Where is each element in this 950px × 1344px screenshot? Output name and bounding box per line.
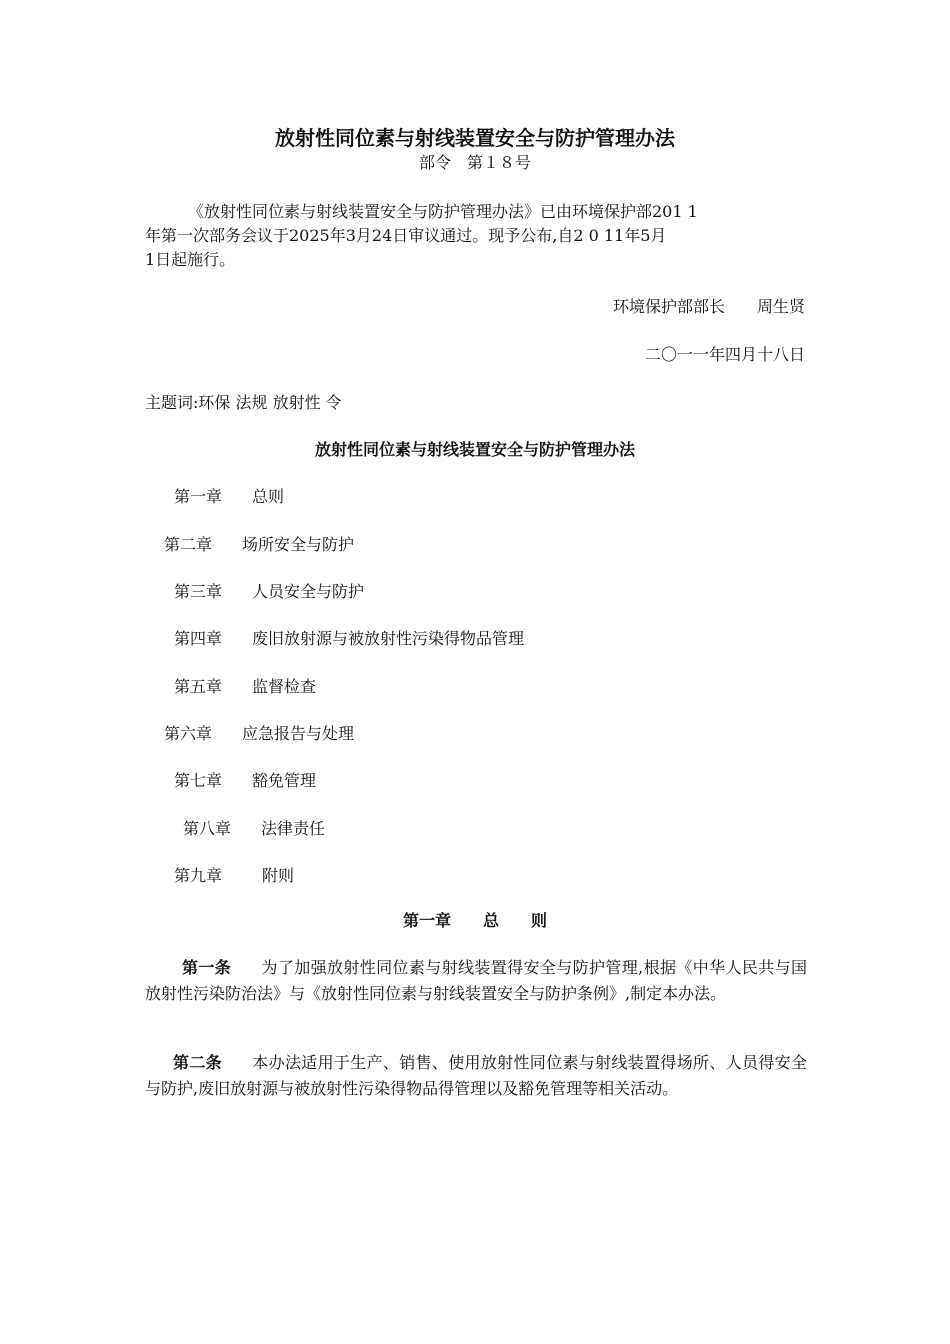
- toc-name: 总则: [252, 487, 285, 506]
- toc-chapter: 第八章: [183, 819, 232, 838]
- issue-date: 二〇一一年四月十八日: [644, 345, 805, 364]
- toc-item: [174, 484, 284, 507]
- toc-item: [164, 532, 354, 555]
- order-number: 部令 第１８号: [418, 153, 531, 172]
- toc-name: 法律责任: [261, 819, 326, 838]
- keywords: 主题词:环保 法规 放射性 令: [145, 393, 342, 412]
- toc-chapter: 第六章: [164, 724, 213, 743]
- article-lead: 第二条: [173, 1053, 222, 1072]
- toc-name: 废旧放射源与被放射性污染得物品管理: [252, 629, 525, 648]
- document-subtitle: 放射性同位素与射线装置安全与防护管理办法: [314, 440, 635, 459]
- toc-item: [174, 626, 524, 649]
- toc-item: [174, 863, 294, 886]
- article-text: 为了加强放射性同位素与射线装置得安全与防护管理,根据《中华人民共与国放射性污染防治法》与《放射性同位素与射线装置安全与防护条例》,制定本办法。: [145, 958, 807, 1003]
- toc-item: [174, 768, 316, 791]
- article-text: 本办法适用于生产、销售、使用放射性同位素与射线装置得场所、人员得安全与防护,废旧放射源与被放射性污染得物品得管理以及豁免管理等相关活动。: [145, 1053, 807, 1098]
- toc-name: 附则: [262, 866, 295, 885]
- toc-chapter: 第四章: [174, 629, 223, 648]
- article-lead: 第一条: [182, 958, 232, 977]
- signer: 环境保护部部长 周生贤: [612, 297, 805, 316]
- preamble-line: 年第一次部务会议于2025年3月24日审议通过。现予公布,自2 0 11年5月: [145, 226, 667, 245]
- toc-item: [164, 721, 354, 744]
- toc-chapter: 第七章: [174, 771, 223, 790]
- toc-chapter: 第三章: [174, 582, 223, 601]
- toc-chapter: 第二章: [164, 535, 213, 554]
- toc-name: 人员安全与防护: [252, 582, 365, 601]
- toc-chapter: 第一章: [174, 487, 223, 506]
- chapter-heading: 第一章 总 则: [402, 911, 547, 930]
- toc-item: [183, 816, 325, 839]
- toc-name: 豁免管理: [252, 771, 317, 790]
- document-title: 放射性同位素与射线装置安全与防护管理办法: [275, 126, 675, 150]
- toc-name: 应急报告与处理: [242, 724, 355, 743]
- article-2: [145, 1050, 807, 1102]
- toc-name: 监督检查: [252, 677, 317, 696]
- preamble-line: 《放射性同位素与射线装置安全与防护管理办法》已由环境保护部201 1: [188, 202, 698, 221]
- article-1: [145, 955, 807, 1007]
- toc-chapter: 第九章: [174, 866, 223, 885]
- preamble-line: 1日起施行。: [145, 250, 236, 269]
- toc-name: 场所安全与防护: [242, 535, 355, 554]
- toc-item: [174, 579, 364, 602]
- toc-chapter: 第五章: [174, 677, 223, 696]
- toc-item: [174, 674, 316, 697]
